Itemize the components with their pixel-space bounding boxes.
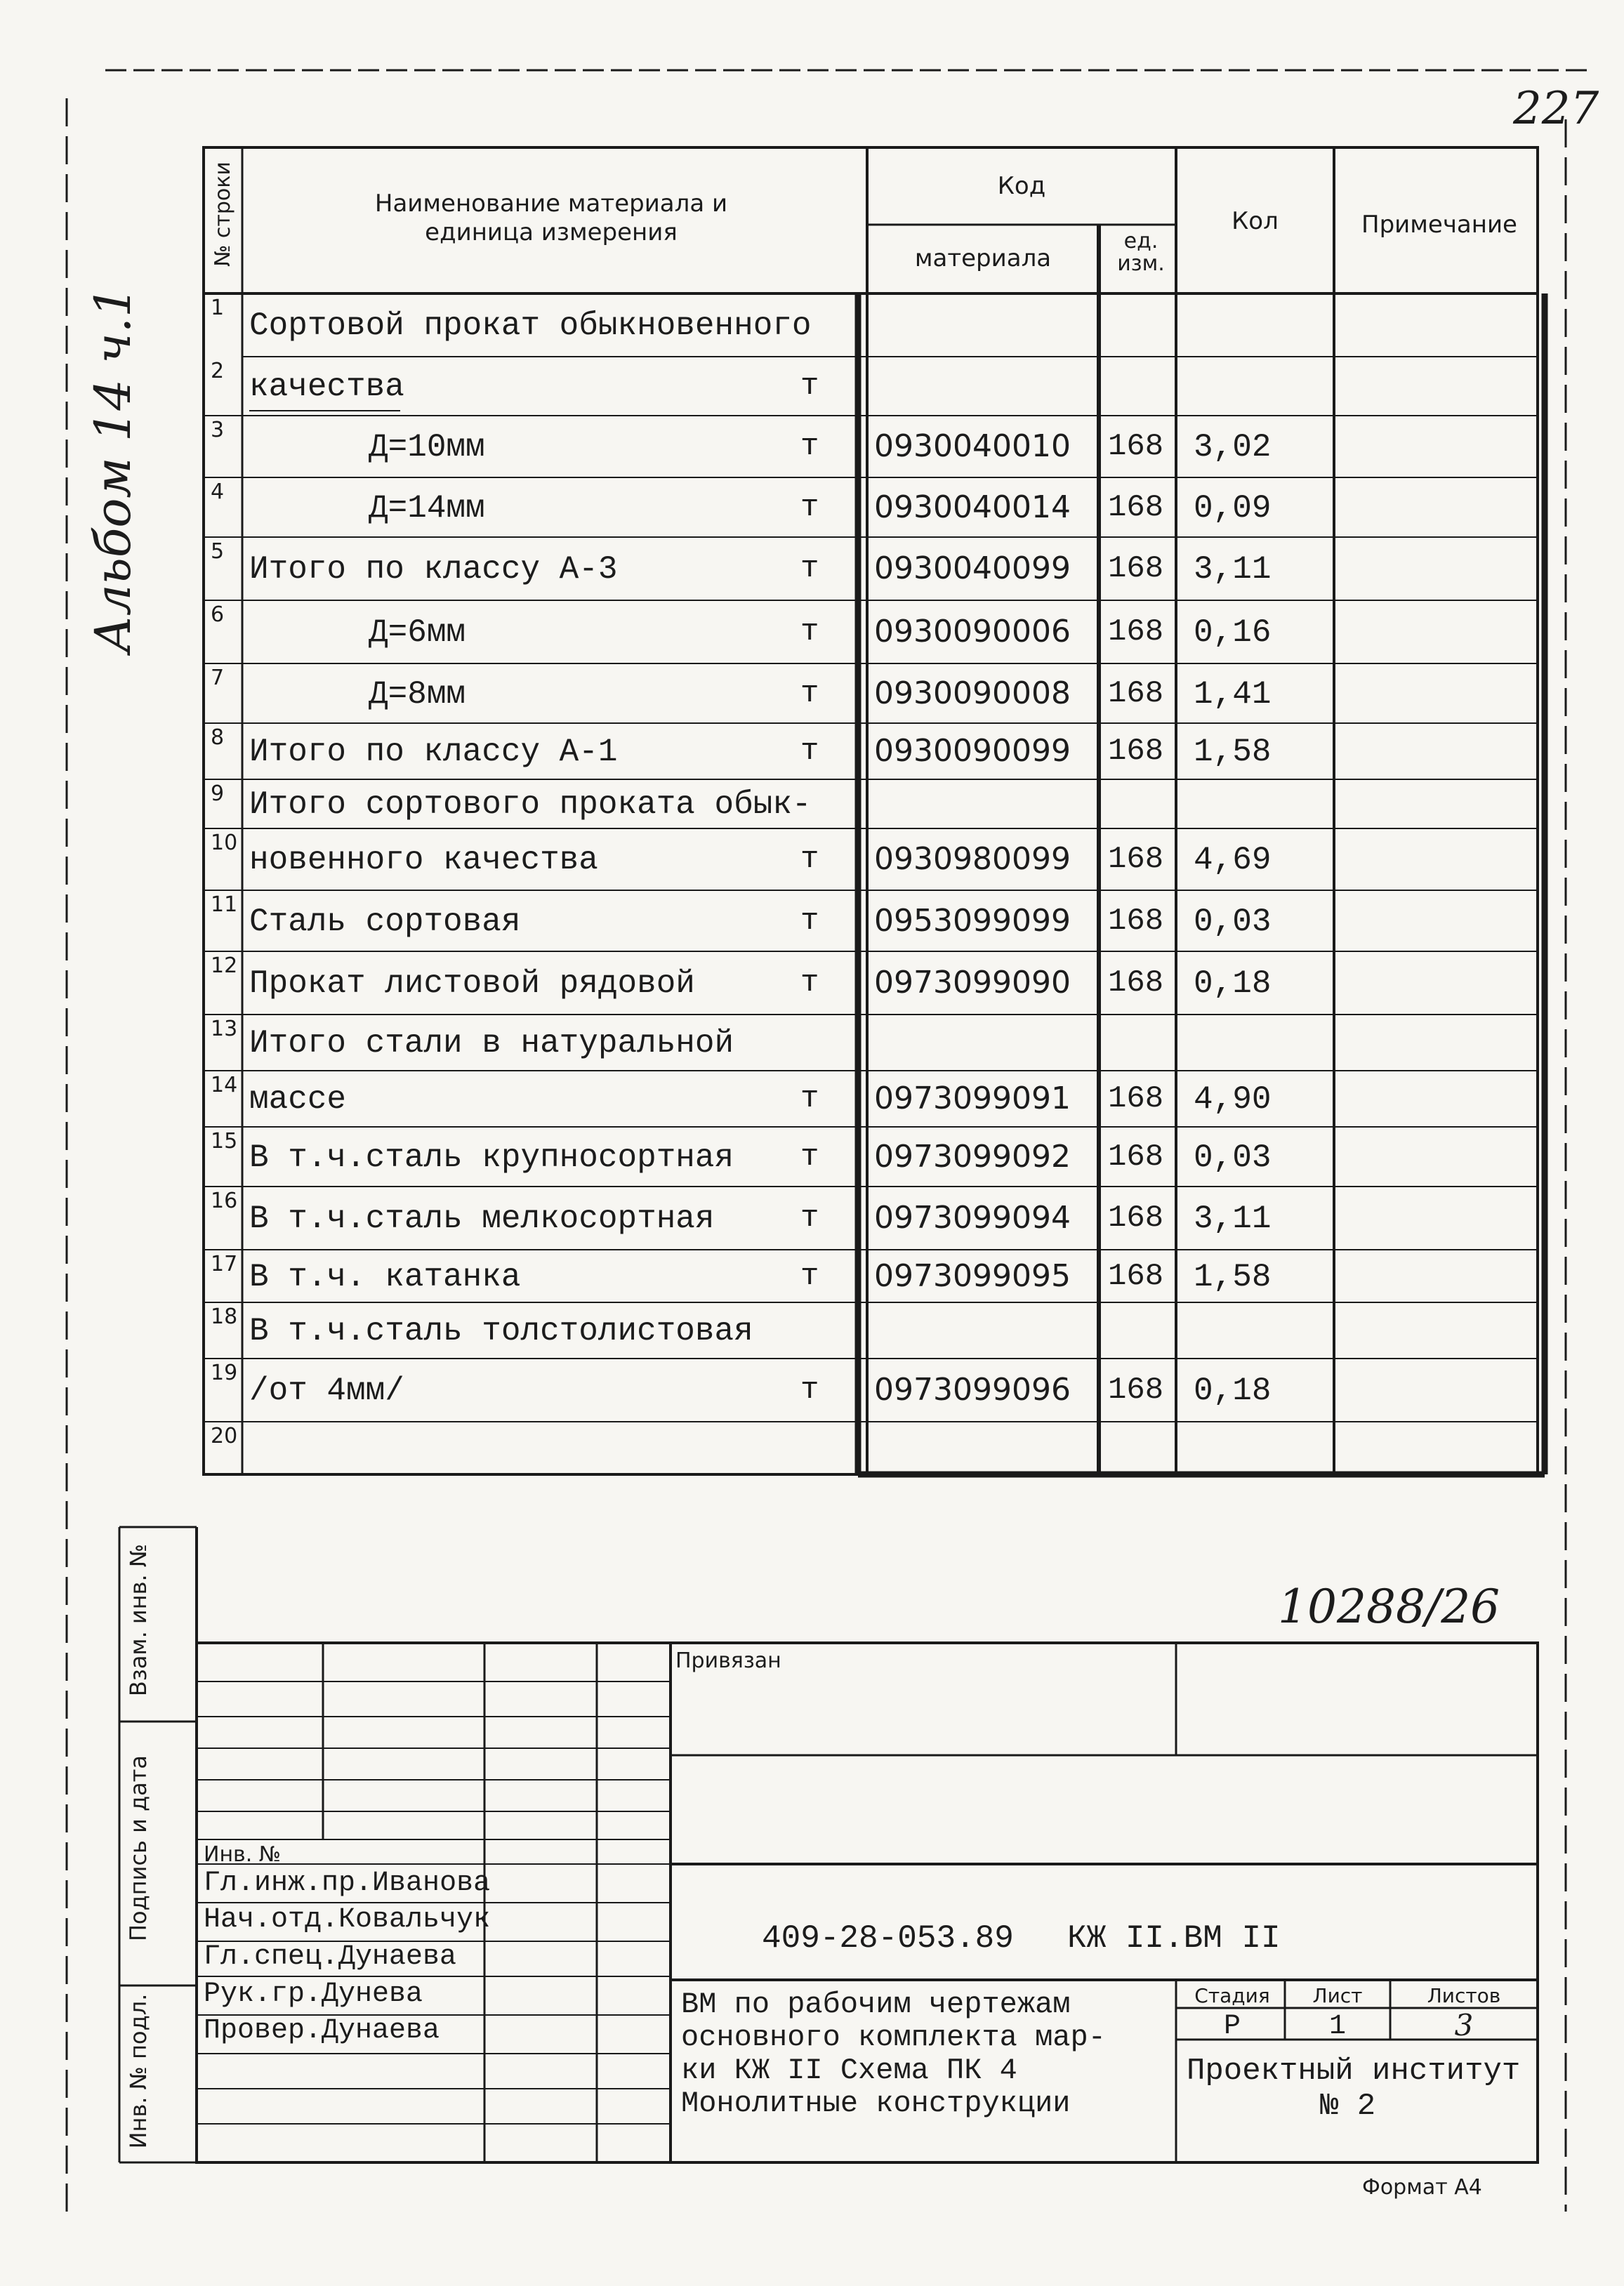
handwritten-number: 10288/26 (1278, 1580, 1500, 1634)
unit-code: 168 (1108, 429, 1164, 464)
row-number: 15 (211, 1129, 238, 1154)
material-name: Д=14мм (369, 489, 485, 527)
quantity: 3,02 (1194, 429, 1272, 465)
unit-code: 168 (1108, 489, 1164, 525)
unit-code: 168 (1108, 965, 1164, 1000)
row-number: 7 (211, 666, 225, 690)
quantity: 1,58 (1194, 1258, 1272, 1295)
row-number: 10 (211, 831, 238, 855)
quantity: 0,18 (1194, 1373, 1272, 1409)
format-label: Формат А4 (1362, 2175, 1482, 2200)
material-code: 0973099091 (874, 1081, 1071, 1116)
material-name: Итого по классу А-3 (249, 551, 618, 588)
row-number: 19 (211, 1361, 238, 1385)
row-number: 20 (211, 1424, 238, 1448)
title-line: Монолитные конструкции (681, 2087, 1071, 2120)
unit-code: 168 (1108, 1201, 1164, 1236)
unit-symbol: т (800, 1081, 819, 1116)
quantity: 3,11 (1194, 1201, 1272, 1237)
signer-row (204, 1978, 423, 2010)
material-name: качества (249, 369, 404, 405)
title-line: ВМ по рабочим чертежам (681, 1988, 1071, 2021)
stage-label: Стадия (1194, 1984, 1270, 2007)
material-name: новенного качества (249, 842, 598, 878)
quantity: 1,58 (1194, 734, 1272, 770)
row-number: 5 (211, 539, 225, 564)
material-code: 0930090008 (874, 675, 1071, 711)
header-unit: ед. изм. (1117, 229, 1165, 276)
signer-role: Гл.спец. (204, 1941, 339, 1973)
inv-no-label: Инв. № (204, 1842, 282, 1867)
quantity: 0,16 (1194, 614, 1272, 651)
designation: 409-28-053.89 (762, 1920, 1014, 1957)
unit-symbol: т (800, 1373, 819, 1408)
signer-name: Дунаева (322, 2015, 440, 2047)
signer-row (204, 1941, 456, 1973)
quantity: 0,03 (1194, 1139, 1272, 1176)
material-name: Сортовой прокат обыкновенного (249, 308, 812, 344)
signer-row (204, 1868, 490, 1899)
unit-code: 168 (1108, 842, 1164, 877)
unit-code: 168 (1108, 1139, 1164, 1175)
quantity: 0,18 (1194, 965, 1272, 1002)
signer-role: Гл.инж.пр. (204, 1868, 373, 1899)
quantity: 4,69 (1194, 842, 1272, 878)
header-note: Примечание (1361, 211, 1517, 239)
org-line-2: № 2 (1320, 2089, 1376, 2124)
sheet-label: Лист (1312, 1984, 1363, 2007)
quantity: 0,09 (1194, 489, 1272, 527)
row-number: 6 (211, 602, 225, 627)
material-code: 0930090099 (874, 733, 1071, 769)
unit-symbol: т (800, 675, 819, 711)
signer-row (204, 2015, 440, 2047)
material-code: 0930980099 (874, 841, 1071, 877)
row-number: 13 (211, 1017, 238, 1041)
header-material: материала (914, 244, 1052, 272)
row-number: 8 (211, 725, 225, 750)
unit-symbol: т (800, 842, 819, 877)
side-label-inv-podl: Инв. № подл. (125, 1993, 152, 2149)
unit-code: 168 (1108, 551, 1164, 586)
row-number: 11 (211, 892, 238, 917)
material-code: 0973099092 (874, 1138, 1071, 1175)
unit-symbol: т (800, 489, 819, 525)
unit-code: 168 (1108, 675, 1164, 711)
row-number: 14 (211, 1073, 238, 1097)
material-name: В т.ч.сталь толстолистовая (249, 1313, 753, 1349)
quantity: 1,41 (1194, 675, 1272, 713)
material-name: Прокат листовой рядовой (249, 965, 695, 1002)
header-name: Наименование материала и единица измерения (374, 190, 728, 246)
sheets-label: Листов (1427, 1984, 1501, 2007)
unit-symbol: т (800, 1139, 819, 1175)
album-note: Альбом 14 ч.1 (84, 286, 142, 653)
material-code: 0973099094 (874, 1200, 1071, 1236)
unit-symbol: т (800, 369, 819, 404)
material-name: Итого стали в натуральной (249, 1025, 734, 1062)
material-name: Сталь сортовая (249, 903, 521, 940)
unit-code: 168 (1108, 1081, 1164, 1116)
material-code: 0973099096 (874, 1372, 1071, 1408)
sheets-value: 3 (1454, 2008, 1474, 2042)
unit-code: 168 (1108, 734, 1164, 769)
title-line: ки КЖ II Схема ПК 4 (681, 2054, 1017, 2087)
stage-value: Р (1223, 2011, 1241, 2042)
material-name: Д=6мм (369, 614, 466, 651)
quantity: 3,11 (1194, 551, 1272, 588)
material-name: массе (249, 1081, 347, 1118)
unit-symbol: т (800, 614, 819, 649)
row-number: 12 (211, 953, 238, 978)
material-code: 0930090006 (874, 614, 1071, 649)
quantity: 4,90 (1194, 1081, 1272, 1118)
signer-name: Иванова (372, 1868, 491, 1899)
quantity: 0,03 (1194, 903, 1272, 940)
header-qty: Кол (1232, 207, 1279, 235)
unit-code: 168 (1108, 1373, 1164, 1408)
signer-name: Дунева (322, 1978, 423, 2010)
material-code: 0930040014 (874, 489, 1071, 525)
unit-code: 168 (1108, 1258, 1164, 1294)
unit-symbol: т (800, 734, 819, 769)
org-line-1: Проектный институт (1187, 2054, 1521, 2089)
row-number: 9 (211, 781, 225, 806)
material-code: 0953099099 (874, 902, 1071, 939)
row-number: 1 (211, 296, 225, 320)
unit-symbol: т (800, 1258, 819, 1294)
signer-role: Нач.отд. (204, 1904, 339, 1936)
header-code: Код (997, 172, 1046, 200)
material-name: В т.ч.сталь мелкосортная (249, 1201, 715, 1237)
row-number: 18 (211, 1304, 238, 1329)
material-code: 0973099095 (874, 1257, 1071, 1294)
unit-symbol: т (800, 429, 819, 464)
row-number: 3 (211, 418, 225, 442)
unit-symbol: т (800, 1201, 819, 1236)
row-number: 4 (211, 480, 225, 504)
unit-code: 168 (1108, 614, 1164, 649)
unit-symbol: т (800, 903, 819, 939)
material-name: Д=8мм (369, 675, 466, 713)
material-name: Итого сортового проката обык- (249, 786, 812, 823)
row-number: 2 (211, 359, 225, 383)
signer-name: Дунаева (338, 1941, 457, 1973)
material-code: 0930040099 (874, 550, 1071, 586)
material-name: Д=10мм (369, 429, 485, 465)
material-code: 0930040010 (874, 428, 1071, 464)
sheet-value: 1 (1328, 2011, 1346, 2042)
title-line: основного комплекта мар- (681, 2021, 1106, 2054)
side-label-podpis: Подпись и дата (125, 1755, 152, 1942)
side-label-vzam: Взам. инв. № (125, 1543, 152, 1697)
signer-row (204, 1904, 490, 1936)
material-name: В т.ч.сталь крупносортная (249, 1139, 734, 1176)
material-name: Итого по классу А-1 (249, 734, 618, 770)
mark: КЖ II.ВМ II (1067, 1920, 1281, 1957)
row-number: 16 (211, 1189, 238, 1213)
signer-name: Ковальчук (338, 1904, 491, 1936)
signer-role: Провер. (204, 2015, 322, 2047)
signer-role: Рук.гр. (204, 1978, 322, 2010)
material-code: 0973099090 (874, 965, 1071, 1000)
title-block-text (681, 1988, 1106, 2120)
unit-symbol: т (800, 551, 819, 586)
material-name: В т.ч. катанка (249, 1258, 521, 1295)
material-name: /от 4мм/ (249, 1373, 404, 1409)
header-row-no: № строки (211, 161, 235, 267)
unit-code: 168 (1108, 903, 1164, 939)
privyazan-label: Привязан (675, 1649, 781, 1673)
row-number: 17 (211, 1252, 238, 1276)
page-number: 227 (1513, 83, 1599, 135)
unit-symbol: т (800, 965, 819, 1000)
